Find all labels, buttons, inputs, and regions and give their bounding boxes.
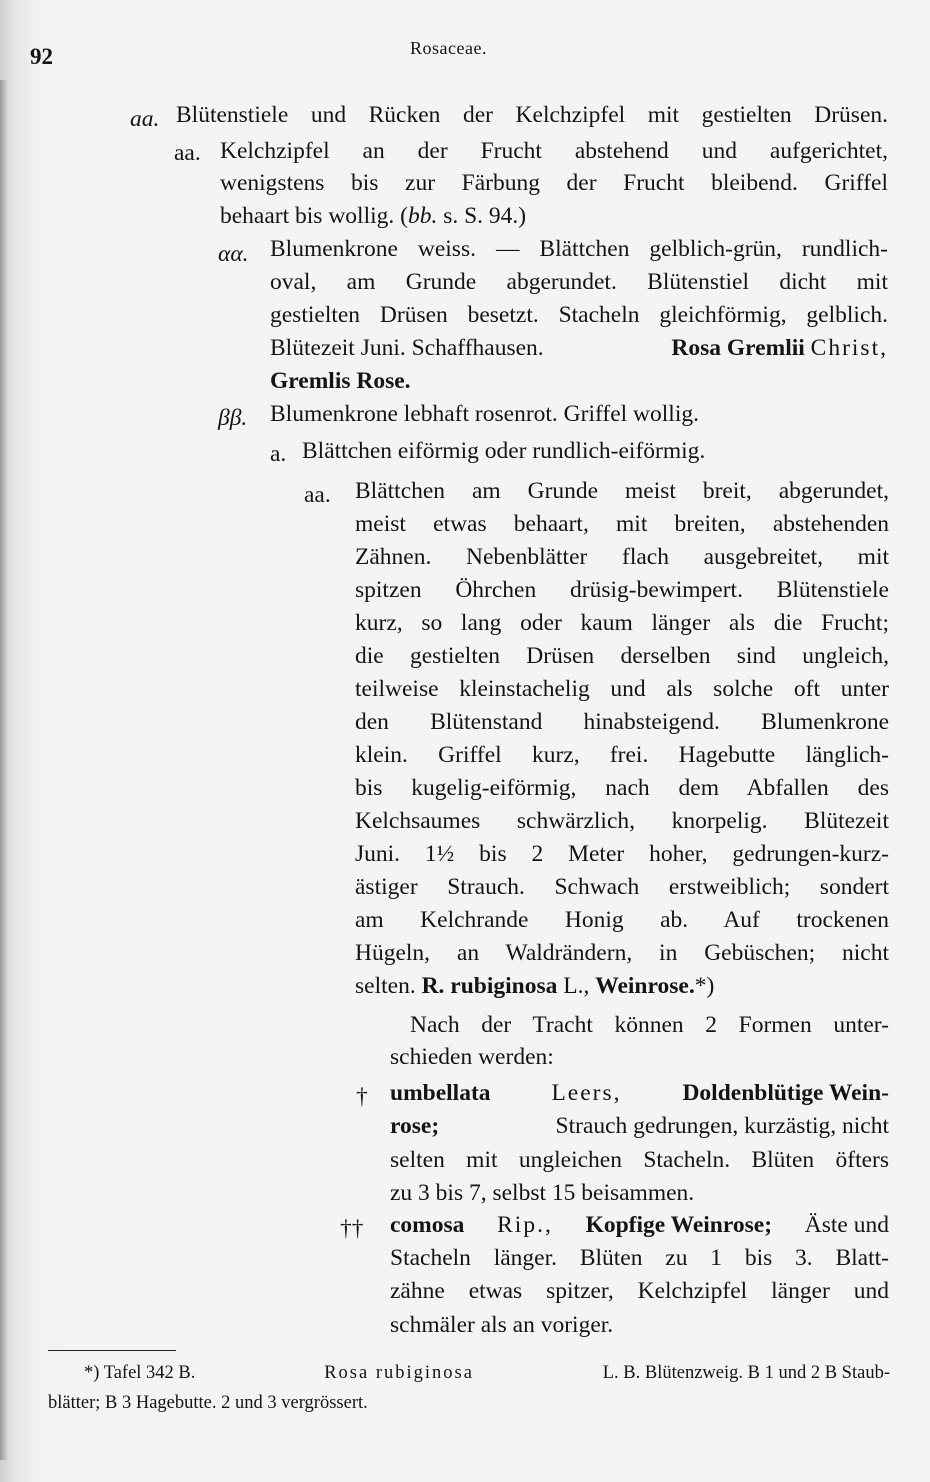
text-line: teilweise kleinstachelig und als solche oft unter bbox=[355, 676, 889, 702]
text-line: rose; Strauch gedrungen, kurzästig, nicht bbox=[390, 1113, 889, 1139]
text-line: Blumenkrone weiss. — Blättchen gelblich-grün, rundlich- bbox=[270, 236, 888, 262]
text-line: selten mit ungleichen Stacheln. Blüten öfters bbox=[390, 1147, 889, 1173]
text-line: bis kugelig-eiförmig, nach dem Abfallen des bbox=[355, 775, 889, 801]
text-line: Kelchzipfel an der Frucht abstehend und aufgerichtet, bbox=[220, 138, 888, 164]
text-line: die gestielten Drüsen derselben sind ungleich, bbox=[355, 643, 889, 669]
common-name: Doldenblütige Wein- bbox=[682, 1080, 889, 1106]
species-name: Rosa Gremlii bbox=[671, 335, 805, 361]
text-line: comosa Rip., Kopfige Weinrose; Äste und bbox=[390, 1212, 889, 1238]
text-line: Zähnen. Nebenblätter flach ausgebreitet, mit bbox=[355, 544, 889, 570]
text-line: selten. R. rubiginosa L., Weinrose.*) bbox=[355, 973, 715, 999]
text-line: den Blütenstand hinabsteigend. Blumenkrone bbox=[355, 709, 889, 735]
form-name: umbellata bbox=[390, 1080, 491, 1106]
text-line: Blättchen am Grunde meist breit, abgerundet, bbox=[355, 478, 889, 504]
form-name: comosa bbox=[390, 1212, 465, 1238]
text-line: schmäler als an voriger. bbox=[390, 1312, 614, 1338]
label-alpha-alpha: αα. bbox=[218, 241, 249, 267]
label-a: a. bbox=[270, 441, 287, 467]
text-line: Nach der Tracht können 2 Formen unter- bbox=[410, 1012, 889, 1038]
text-line: schieden werden: bbox=[390, 1044, 554, 1070]
common-name: Weinrose. bbox=[595, 973, 695, 999]
page-number: 92 bbox=[30, 44, 53, 69]
cross-reference: bb. bbox=[407, 203, 438, 229]
text-line: Juni. 1½ bis 2 Meter hoher, gedrungen-kurz- bbox=[355, 841, 889, 867]
footnote-line: blätter; B 3 Hagebutte. 2 und 3 vergrössert. bbox=[48, 1393, 368, 1413]
footnote-rule bbox=[48, 1350, 176, 1351]
text-line: Hügeln, an Waldrändern, in Gebüschen; nicht bbox=[355, 940, 889, 966]
text-line: wenigstens bis zur Färbung der Frucht bleibend. Griffel bbox=[220, 170, 888, 196]
species-name: Rosa rubiginosa bbox=[324, 1363, 474, 1383]
dagger-marker: † bbox=[356, 1084, 368, 1110]
text-line: Stacheln länger. Blüten zu 1 bis 3. Blatt- bbox=[390, 1245, 889, 1271]
text-line: zähne etwas spitzer, Kelchzipfel länger und bbox=[390, 1278, 889, 1304]
text-line: spitzen Öhrchen drüsig-bewimpert. Blütenstiele bbox=[355, 577, 889, 603]
text-line: umbellata Leers, Doldenblütige Wein- bbox=[390, 1080, 889, 1106]
label-aa-fraktur: aa. bbox=[304, 482, 331, 508]
label-beta-beta: ββ. bbox=[218, 405, 248, 431]
text-line: Blütezeit Juni. Schaffhausen. Rosa Gremlii Christ, bbox=[270, 335, 888, 361]
double-dagger-marker: †† bbox=[340, 1216, 364, 1242]
text-line: meist etwas behaart, mit breiten, abstehenden bbox=[355, 511, 889, 537]
text-line: gestielten Drüsen besetzt. Stacheln gleichförmig, gelblich. bbox=[270, 302, 888, 328]
text-line: Kelchsaumes schwärzlich, knorpelig. Blütezeit bbox=[355, 808, 889, 834]
label-aa-italic: aa. bbox=[130, 106, 160, 132]
common-name: Kopfige Weinrose; bbox=[585, 1212, 773, 1238]
label-aa-upright: aa. bbox=[174, 140, 201, 166]
text-line: Blättchen eiförmig oder rundlich-eiförmig. bbox=[302, 438, 706, 464]
text-line: klein. Griffel kurz, frei. Hagebutte länglich- bbox=[355, 742, 889, 768]
text-line: am Kelchrande Honig ab. Auf trockenen bbox=[355, 907, 889, 933]
text-line: ästiger Strauch. Schwach erstweiblich; sondert bbox=[355, 874, 889, 900]
footnote-line: *) Tafel 342 B. Rosa rubiginosa L. B. Blütenzweig. B 1 und 2 B Staub- bbox=[84, 1363, 890, 1383]
bleed-through-shadow bbox=[0, 80, 8, 1460]
running-title: Rosaceae. bbox=[410, 38, 487, 58]
species-name: R. rubiginosa bbox=[421, 973, 558, 999]
text-line: Blumenkrone lebhaft rosenrot. Griffel wollig. bbox=[270, 401, 699, 427]
footnote-marker: *) bbox=[694, 973, 715, 999]
text-line: Blütenstiele und Rücken der Kelchzipfel mit gestielten Drüsen. bbox=[176, 102, 888, 128]
text-line: oval, am Grunde abgerundet. Blütenstiel dicht mit bbox=[270, 269, 888, 295]
text-line: behaart bis wollig. (bb. s. S. 94.) bbox=[220, 203, 527, 229]
text-line: zu 3 bis 7, selbst 15 beisammen. bbox=[390, 1180, 695, 1206]
common-name: Gremlis Rose. bbox=[270, 368, 411, 394]
text-line: kurz, so lang oder kaum länger als die Frucht; bbox=[355, 610, 889, 636]
